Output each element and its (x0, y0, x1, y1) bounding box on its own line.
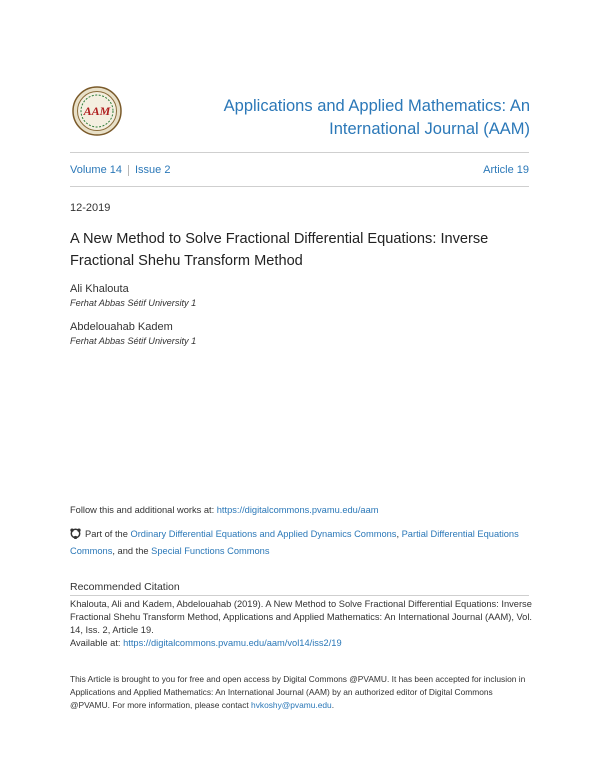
publication-date: 12-2019 (70, 202, 111, 214)
paper-title: A New Method to Solve Fractional Differential Equations: Inverse Fractional Shehu Transform Method (70, 231, 489, 269)
issue-breadcrumb (70, 164, 170, 176)
recommended-citation-heading: Recommended Citation (70, 581, 180, 593)
volume-link[interactable]: Volume 14 (70, 164, 122, 176)
issue-link[interactable]: Issue 2 (134, 164, 171, 176)
access-notice (70, 673, 532, 712)
network-icon (70, 528, 81, 539)
follow-line (70, 505, 379, 515)
citation-text-block (70, 598, 532, 650)
part-of-prefix: Part of the (85, 529, 131, 539)
discipline-link[interactable]: Partial Differential Equations Commons (70, 529, 519, 556)
follow-link[interactable]: https://digitalcommons.pvamu.edu/aam (216, 505, 379, 515)
access-notice-text: This Article is brought to you for free and open access by Digital Commons @PVAMU. It has been accepted for inclusion in Applications and Applied Mathematics: An International Journal (AAM) by an authorized editor of Digital Commons @PVAMU. For more information, please contact (70, 674, 526, 710)
separator-text: , and the (112, 546, 152, 556)
discipline-link[interactable]: Special Functions Commons (151, 546, 270, 556)
breadcrumb-separator (128, 165, 129, 176)
author-block (70, 321, 196, 348)
author-affiliation: Ferhat Abbas Sétif University 1 (70, 298, 197, 308)
contact-email-link[interactable]: hvkoshy@pvamu.edu (251, 700, 332, 710)
article-link[interactable]: Article 19 (483, 164, 529, 176)
author-block (70, 283, 196, 310)
header-divider (70, 152, 529, 153)
journal-title[interactable]: Applications and Applied Mathematics: An International Journal (AAM) (223, 97, 530, 138)
available-prefix: Available at: (70, 638, 124, 648)
follow-text: Follow this and additional works at: (70, 505, 217, 515)
meta-divider (70, 186, 529, 187)
discipline-link[interactable]: Ordinary Differential Equations and Applied Dynamics Commons (130, 529, 397, 539)
part-of-disciplines (70, 526, 530, 560)
author-name: Abdelouahab Kadem (70, 321, 173, 333)
separator-text: , (396, 529, 402, 539)
access-notice-end: . (331, 700, 335, 710)
author-name: Ali Khalouta (70, 283, 129, 295)
author-affiliation: Ferhat Abbas Sétif University 1 (70, 336, 197, 346)
article-url-link[interactable]: https://digitalcommons.pvamu.edu/aam/vol14/iss2/19 (123, 638, 342, 648)
citation-text: Khalouta, Ali and Kadem, Abdelouahab (2019). A New Method to Solve Fractional Differential Equations: Inverse Fractional Shehu Transform Method, Applications and Applied Mathematics: An International Journal (AAM), Vol. 14, Iss. 2, Article 19. (70, 599, 532, 635)
citation-divider (70, 595, 529, 596)
journal-logo (72, 86, 122, 136)
logo-text: AAM (83, 104, 111, 118)
